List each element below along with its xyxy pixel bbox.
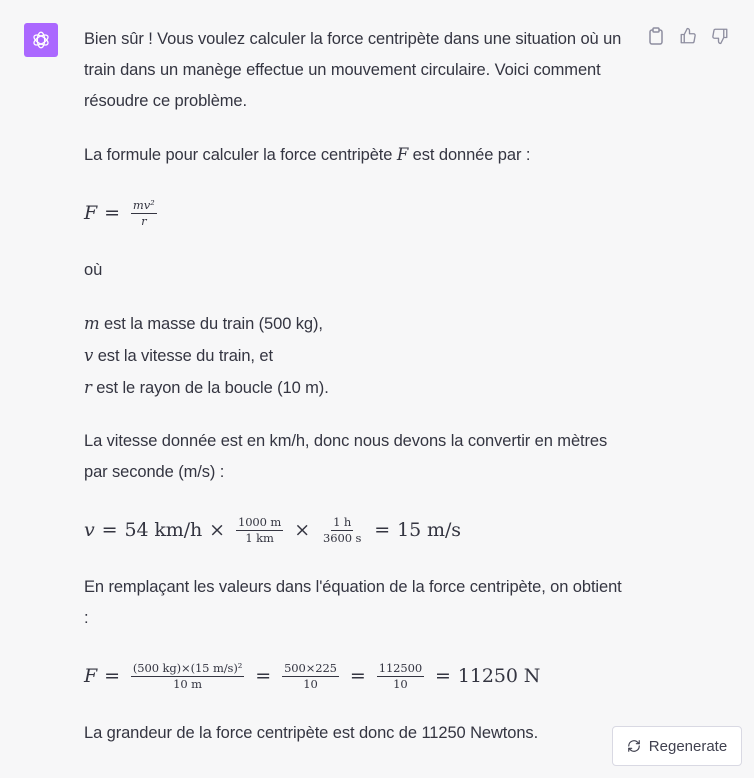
thumbs-up-icon [679,27,697,45]
substitution-f1-num: (500 kg)×(15 m/s)² [132,660,243,675]
assistant-avatar [24,23,58,57]
formula-fraction [131,199,157,228]
thumbs-up-button[interactable] [676,24,700,48]
formula-intro-pre: La formule pour calculer la force centripète [84,146,393,164]
variable-line-m [84,315,323,333]
conversion-equals: = [101,518,118,541]
thumbs-down-icon [711,27,729,45]
variable-text: est la masse du train (500 kg), [104,315,323,333]
variable-symbol: m [84,314,100,333]
formula-numerator: mv² [132,197,155,212]
assistant-message [84,24,624,771]
variables-list [84,308,624,404]
conversion-fraction-1 [236,516,283,545]
formula-intro-post: est donnée par : [412,146,531,164]
conversion-times-2: × [294,518,311,541]
conversion-f1-num: 1000 m [237,514,282,529]
message-actions [644,24,732,48]
substitution-result: 11250 N [457,664,541,687]
variable-symbol: v [84,346,94,365]
substitution-f1-den: 10 m [173,676,202,691]
substitution-f2-den: 10 [303,676,318,691]
substitution-f3-num: 112500 [378,660,423,675]
variable-line-r [84,379,329,397]
regenerate-label: Regenerate [648,737,728,755]
substitution-equals-4: = [435,664,451,687]
variable-text: est la vitesse du train, et [97,347,273,365]
conversion-equals-2: = [374,518,391,541]
centripetal-formula [84,193,624,233]
conversion-value: 54 km/h [124,518,203,541]
conversion-times-1: × [209,518,225,541]
variable-text: est le rayon de la boucle (10 m). [96,379,329,397]
formula-intro-var: F [396,145,409,164]
ou-label: où [84,261,103,279]
variable-symbol: r [84,378,92,397]
substitution-fraction-1 [131,662,244,691]
substitution-intro: En remplaçant les valeurs dans l'équation de la force centripète, on obtient : [84,578,622,627]
formula-intro [84,139,624,171]
formula-equals: = [104,201,120,224]
substitution-fraction-2 [282,662,339,691]
copy-icon [648,27,664,45]
conversion-f1-den: 1 km [245,530,274,545]
thumbs-down-button[interactable] [708,24,732,48]
substitution-equals-3: = [349,664,366,687]
substitution-equals-2: = [255,664,272,687]
conversion-f2-num: 1 h [333,514,352,529]
variable-line-v [84,347,273,365]
substitution-f3-den: 10 [393,676,408,691]
substitution-equation [84,656,624,696]
conclusion-paragraph: La grandeur de la force centripète est donc de 11250 Newtons. [84,724,539,742]
formula-lhs: F [84,201,98,224]
refresh-icon [627,739,641,753]
conversion-equation [84,510,624,550]
conversion-f2-den: 3600 s [323,530,362,545]
substitution-fraction-3 [377,662,424,691]
conversion-lhs: v [84,518,95,541]
intro-paragraph: Bien sûr ! Vous voulez calculer la force centripète dans une situation où un train dans un manège effectue un mouvement circulaire. Voici comment résoudre ce problème. [84,30,622,110]
conversion-fraction-2 [321,516,363,545]
regenerate-button[interactable] [612,726,742,766]
substitution-f2-num: 500×225 [284,660,337,675]
substitution-lhs: F [84,664,98,687]
conversion-result: 15 m/s [397,518,461,541]
openai-logo-icon [30,29,52,51]
formula-denominator: r [141,213,147,228]
conversion-intro: La vitesse donnée est en km/h, donc nous devons la convertir en mètres par seconde (m/s) : [84,432,608,481]
substitution-equals-1: = [104,664,120,687]
copy-button[interactable] [644,24,668,48]
